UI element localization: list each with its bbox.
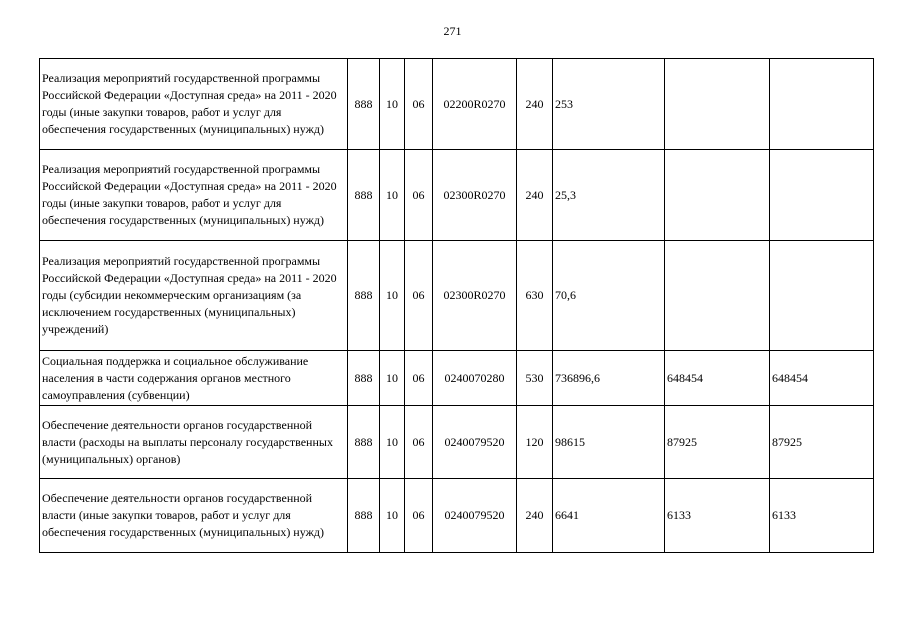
sum-1-cell: 736896,6 — [553, 351, 665, 406]
section-code-cell: 10 — [380, 150, 405, 241]
ministry-code-cell: 888 — [348, 351, 380, 406]
ministry-code-cell: 888 — [348, 59, 380, 150]
row-name-cell: Социальная поддержка и социальное обслуживание населения в части содержания органов местного самоуправления (субвенции) — [40, 351, 348, 406]
sum-2-cell — [665, 150, 770, 241]
ministry-code-cell: 888 — [348, 479, 380, 553]
row-name-cell: Обеспечение деятельности органов государственной власти (иные закупки товаров, работ и услуг для обеспечения государственных (муниципальных) нужд) — [40, 479, 348, 553]
table-row — [40, 241, 874, 351]
sum-3-cell: 87925 — [770, 406, 874, 479]
sum-3-cell — [770, 241, 874, 351]
table-row — [40, 479, 874, 553]
sum-1-cell: 70,6 — [553, 241, 665, 351]
table-row — [40, 351, 874, 406]
expense-type-cell: 120 — [517, 406, 553, 479]
target-code-cell: 0240079520 — [433, 479, 517, 553]
section-code-cell: 10 — [380, 479, 405, 553]
section-code-cell: 10 — [380, 241, 405, 351]
target-code-cell: 0240079520 — [433, 406, 517, 479]
subsection-code-cell: 06 — [405, 351, 433, 406]
section-code-cell: 10 — [380, 59, 405, 150]
sum-2-cell: 6133 — [665, 479, 770, 553]
sum-2-cell — [665, 59, 770, 150]
row-name-cell: Обеспечение деятельности органов государственной власти (расходы на выплаты персоналу государственных (муниципальных) органов) — [40, 406, 348, 479]
ministry-code-cell: 888 — [348, 241, 380, 351]
sum-2-cell: 648454 — [665, 351, 770, 406]
target-code-cell: 02300R0270 — [433, 150, 517, 241]
sum-1-cell: 6641 — [553, 479, 665, 553]
row-name-cell: Реализация мероприятий государственной программы Российской Федерации «Доступная среда» на 2011 - 2020 годы (иные закупки товаров, работ и услуг для обеспечения государственных (муниципальных) нужд) — [40, 150, 348, 241]
table-row — [40, 59, 874, 150]
sum-3-cell — [770, 150, 874, 241]
subsection-code-cell: 06 — [405, 241, 433, 351]
expense-type-cell: 240 — [517, 59, 553, 150]
ministry-code-cell: 888 — [348, 150, 380, 241]
subsection-code-cell: 06 — [405, 59, 433, 150]
subsection-code-cell: 06 — [405, 406, 433, 479]
ministry-code-cell: 888 — [348, 406, 380, 479]
page-number: 271 — [443, 24, 462, 38]
sum-3-cell — [770, 59, 874, 150]
expense-type-cell: 240 — [517, 479, 553, 553]
sum-1-cell: 253 — [553, 59, 665, 150]
sum-2-cell: 87925 — [665, 406, 770, 479]
target-code-cell: 0240070280 — [433, 351, 517, 406]
expense-type-cell: 240 — [517, 150, 553, 241]
section-code-cell: 10 — [380, 351, 405, 406]
sum-1-cell: 98615 — [553, 406, 665, 479]
sum-2-cell — [665, 241, 770, 351]
budget-table — [39, 58, 874, 553]
expense-type-cell: 630 — [517, 241, 553, 351]
sum-3-cell: 6133 — [770, 479, 874, 553]
row-name-cell: Реализация мероприятий государственной программы Российской Федерации «Доступная среда» на 2011 - 2020 годы (иные закупки товаров, работ и услуг для обеспечения государственных (муниципальных) нужд) — [40, 59, 348, 150]
expense-type-cell: 530 — [517, 351, 553, 406]
sum-3-cell: 648454 — [770, 351, 874, 406]
table-row — [40, 150, 874, 241]
table-row — [40, 406, 874, 479]
subsection-code-cell: 06 — [405, 479, 433, 553]
subsection-code-cell: 06 — [405, 150, 433, 241]
target-code-cell: 02200R0270 — [433, 59, 517, 150]
target-code-cell: 02300R0270 — [433, 241, 517, 351]
sum-1-cell: 25,3 — [553, 150, 665, 241]
row-name-cell: Реализация мероприятий государственной программы Российской Федерации «Доступная среда» на 2011 - 2020 годы (субсидии некоммерческим организациям (за исключением государственных (муниципальных) учреждений) — [40, 241, 348, 351]
section-code-cell: 10 — [380, 406, 405, 479]
